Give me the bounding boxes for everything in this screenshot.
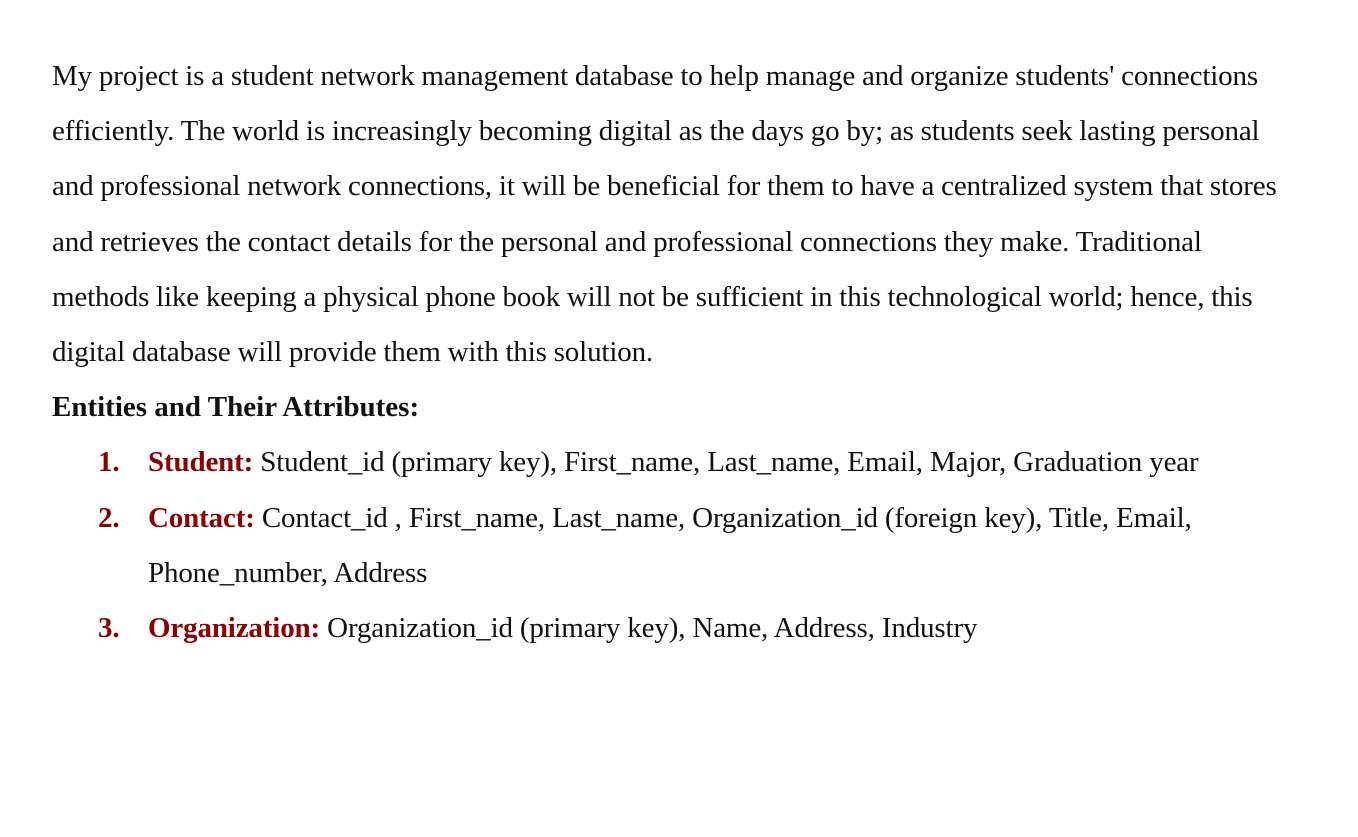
entity-number: 3. bbox=[98, 612, 120, 645]
entity-number: 2. bbox=[98, 501, 120, 534]
intro-paragraph: My project is a student network management database to help manage and organize students' connections efficiently. The world is increasingly becoming digital as the days go by; as students seek lasting personal and professional network connections, it will be beneficial for them to have a centralized system that stores and retrieves the contact details for the personal and professional connections they make. Traditional methods like keeping a physical phone book will not be sufficient in this technological world; hence, this digital database will provide them with this solution. bbox=[52, 60, 1277, 369]
entity-item-contact bbox=[52, 491, 1298, 601]
entity-name: Student: bbox=[148, 446, 254, 479]
entity-attributes: Contact_id , First_name, Last_name, Organization_id (foreign key), Title, Email, Phone_number, Address bbox=[148, 501, 1192, 589]
entity-number: 1. bbox=[98, 446, 120, 479]
entity-item-organization bbox=[52, 601, 1298, 656]
entity-attributes: Student_id (primary key), First_name, Last_name, Email, Major, Graduation year bbox=[260, 446, 1199, 479]
entity-item-student bbox=[52, 435, 1298, 490]
entity-name: Contact: bbox=[148, 501, 255, 534]
section-heading: Entities and Their Attributes: bbox=[52, 391, 420, 424]
entity-list bbox=[52, 435, 1298, 656]
entity-attributes: Organization_id (primary key), Name, Address, Industry bbox=[327, 612, 978, 645]
entity-name: Organization: bbox=[148, 612, 321, 645]
